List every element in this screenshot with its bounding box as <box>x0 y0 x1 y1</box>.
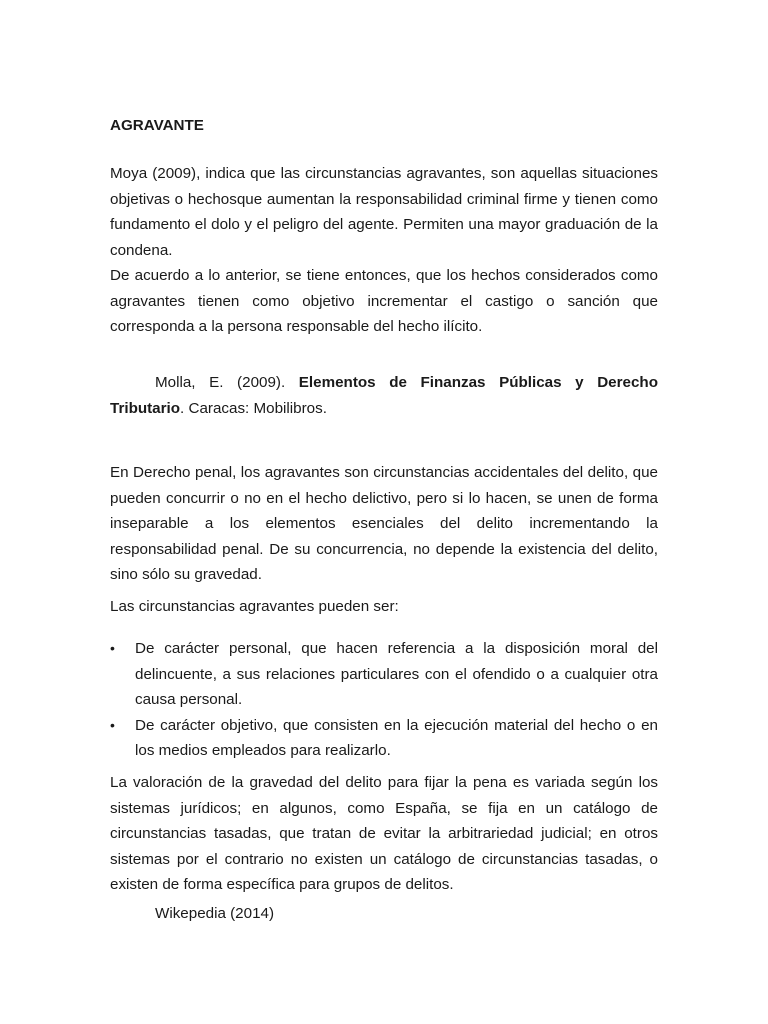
paragraph-derecho-penal: En Derecho penal, los agravantes son circunstancias accidentales del delito, que pueden concurrir o no en el hecho delictivo, pero si lo hacen, se unen de forma inseparable a los elementos esenciales del delito incrementando la responsabilidad penal. De su concurrencia, no depende la existencia del delito, sino sólo su gravedad. <box>110 464 658 584</box>
reference-rest: . Caracas: Mobilibros. <box>180 399 327 417</box>
bullet-list <box>110 636 658 764</box>
reference-book-title: Elementos de Finanzas Públicas y Derecho Tributario <box>110 374 658 417</box>
source-signature: Wikepedia (2014) <box>155 905 275 922</box>
bullet-icon: • <box>110 716 115 733</box>
bullet-text: De carácter objetivo, que consisten en la ejecución material del hecho o en los medios empleados para realizarlo. <box>135 716 658 760</box>
bullet-icon: • <box>110 640 115 656</box>
bullet-text: De carácter personal, que hacen referencia a la disposición moral del delincuente, a sus relaciones particulares con el ofendido o a cualquier otra causa personal. <box>135 640 658 709</box>
paragraph-valoracion: La valoración de la gravedad del delito para fijar la pena es variada según los sistemas jurídicos; en algunos, como España, se fija en un catálogo de circunstancias tasadas, que tratan de evitar la arbitrariedad judicial; en otros sistemas por el contrario no existen un catálogo de circunstancias tasadas, o existen de forma específica para grupos de delitos. <box>110 774 658 894</box>
list-item <box>110 636 658 713</box>
paragraph-moya: Moya (2009), indica que las circunstancias agravantes, son aquellas situaciones objetivas o hechosque aumentan la responsabilidad criminal firme y tienen como fundamento el dolo y el peligro del agente. Permiten una mayor graduación de la condena. <box>110 165 658 259</box>
list-item <box>110 713 658 764</box>
paragraph-acuerdo: De acuerdo a lo anterior, se tiene entonces, que los hechos considerados como agravantes tienen como objetivo incrementar el castigo o sanción que corresponda a la persona responsable del hecho ilícito. <box>110 267 658 336</box>
document-title: AGRAVANTE <box>110 117 204 134</box>
paragraph-circunstancias-intro: Las circunstancias agravantes pueden ser: <box>110 598 399 615</box>
reference-author: Molla, E. (2009). <box>155 374 286 391</box>
reference-molla <box>110 370 658 421</box>
